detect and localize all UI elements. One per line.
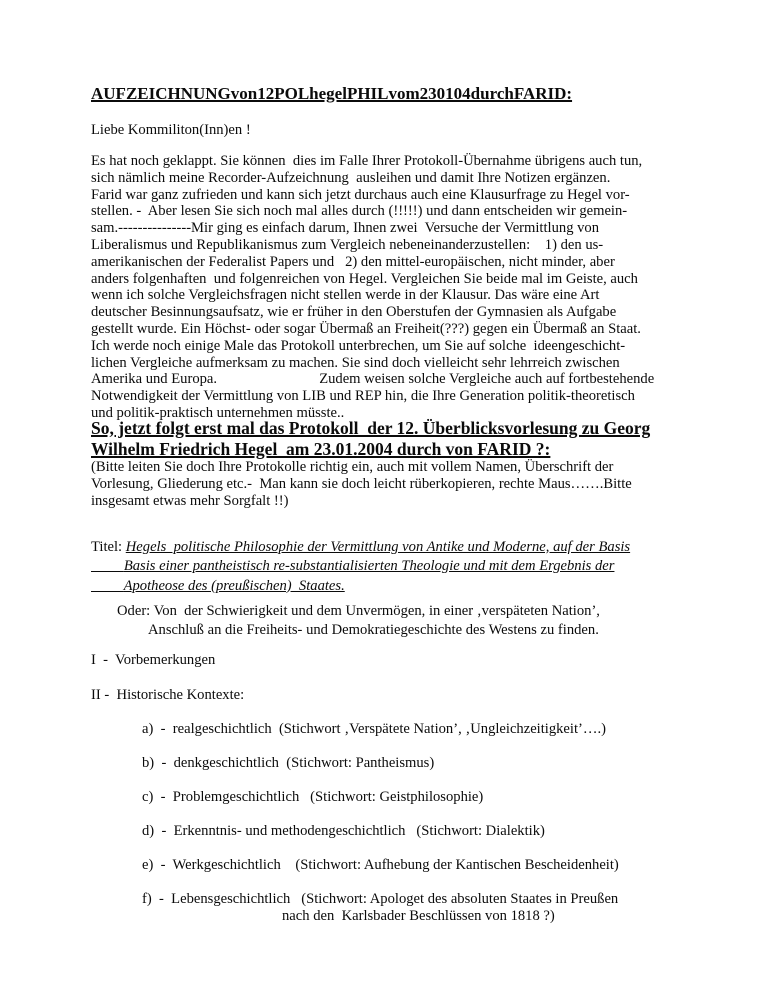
page-title: AUFZEICHNUNGvon12POLhegelPHILvom230104durchFARID: [91, 84, 573, 103]
note-line: insgesamt etwas mehr Sorgfalt !!) [91, 492, 289, 509]
lecture-title-text: Hegels politische Philosophie der Vermittlung von Antike und Moderne, auf der Basis [125, 538, 631, 555]
lecture-title-text: Apotheose des (preußischen) Staates. [123, 577, 345, 594]
note-line: Vorlesung, Gliederung etc.- Man kann sie doch leicht rüberkopieren, rechte Maus…….Bitte [91, 475, 632, 492]
intro-paragraph [91, 153, 691, 422]
subtitle-block [91, 602, 691, 639]
protocol-note [91, 459, 691, 510]
intro-line: Es hat noch geklappt. Sie können dies im Falle Ihrer Protokoll-Übernahme übrigens auch tun, [91, 153, 643, 169]
salutation: Liebe Kommiliton(Inn)en ! [91, 122, 251, 138]
outline-roman-2: II - Historische Kontexte: [91, 687, 245, 704]
protocol-heading-line: Wilhelm Friedrich Hegel am 23.01.2004 durch von FARID ?: [91, 438, 551, 459]
intro-line: amerikanischen der Federalist Papers und 2) den mittel-europäischen, nicht minder, aber [91, 253, 615, 270]
titel-label: Titel: [91, 538, 126, 555]
outline-roman-1: I - Vorbemerkungen [91, 652, 216, 669]
protocol-heading-line: So, jetzt folgt erst mal das Protokoll der 12. Überblicksvorlesung zu Georg [91, 417, 651, 438]
lecture-title-line [91, 557, 691, 577]
intro-line: lichen Vergleiche aufmerksam zu machen. Sie sind doch vielleicht sehr lehrreich zwischen [91, 354, 620, 371]
intro-line: Amerika und Europa. Zudem weisen solche Vergleiche auch auf fortbestehende [91, 371, 655, 388]
intro-line: Liberalismus und Republikanismus zum Vergleich nebeneinanderzustellen: 1) den us- [91, 236, 604, 253]
outline-item-a: a) - realgeschichtlich (Stichwort ‚Verspätete Nation’, ‚Ungleichzeitigkeit’….) [142, 721, 606, 738]
outline-item-c: c) - Problemgeschichtlich (Stichwort: Geistphilosophie) [142, 789, 484, 806]
intro-line: deutscher Besinnungsaufsatz, wie er früher in den Oberstufen der Gymnasien als Aufgabe [91, 304, 617, 321]
intro-line: Notwendigkeit der Vermittlung von LIB und REP hin, die Ihre Generation politik-theoretisch [91, 388, 635, 405]
subtitle-line: Anschluß an die Freiheits- und Demokratiegeschichte des Westens zu finden. [148, 621, 599, 638]
outline-item-f-continuation: nach den Karlsbader Beschlüssen von 1818 ?) [282, 908, 555, 925]
lecture-title-text: Basis einer pantheistisch re-substantialisierten Theologie und mit dem Ergebnis der [123, 558, 615, 575]
intro-line: wenn ich solche Vergleichsfragen nicht stellen werde in der Klausur. Das wäre eine Art [91, 287, 600, 304]
protocol-heading [91, 418, 691, 460]
note-line: (Bitte leiten Sie doch Ihre Protokolle richtig ein, auch mit vollem Namen, Überschrift der [91, 458, 614, 475]
subtitle-line: Oder: Von der Schwierigkeit und dem Unvermögen, in einer ‚verspäteten Nation’, [117, 603, 600, 620]
outline-item-f: f) - Lebensgeschichtlich (Stichwort: Apologet des absoluten Staates in Preußen [142, 891, 619, 908]
lecture-title-line [91, 577, 691, 597]
intro-line: Farid war ganz zufrieden und kann sich jetzt durchaus auch eine Klausurfrage zu Hegel vor- [91, 186, 630, 203]
lecture-title-line [91, 538, 691, 558]
intro-line: und politik-praktisch unternehmen müsste.. [91, 404, 345, 421]
intro-line: Ich werde noch einige Male das Protokoll unterbrechen, um Sie auf solche ideengeschicht- [91, 337, 626, 354]
intro-line: stellen. - Aber lesen Sie sich noch mal alles durch (!!!!!) und dann entscheiden wir gemein- [91, 203, 628, 220]
intro-line: anders folgenhaften und folgenreichen von Hegel. Vergleichen Sie beide mal im Geiste, auch [91, 270, 638, 287]
intro-line: gestellt wurde. Ein Höchst- oder sogar Übermaß an Freiheit(???) gegen ein Übermaß an Staat. [91, 320, 641, 337]
intro-line: sich nämlich meine Recorder-Aufzeichnung ausleihen und damit Ihre Notizen ergänzen. [91, 169, 611, 186]
outline-item-d: d) - Erkenntnis- und methodengeschichtlich (Stichwort: Dialektik) [142, 823, 545, 840]
intro-line: sam.---------------Mir ging es einfach darum, Ihnen zwei Versuche der Vermittlung von [91, 220, 600, 237]
outline-item-e: e) - Werkgeschichtlich (Stichwort: Aufhebung der Kantischen Bescheidenheit) [142, 857, 619, 874]
document-content [91, 0, 691, 925]
lecture-title-block [91, 538, 691, 597]
outline-item-b: b) - denkgeschichtlich (Stichwort: Pantheismus) [142, 755, 435, 772]
